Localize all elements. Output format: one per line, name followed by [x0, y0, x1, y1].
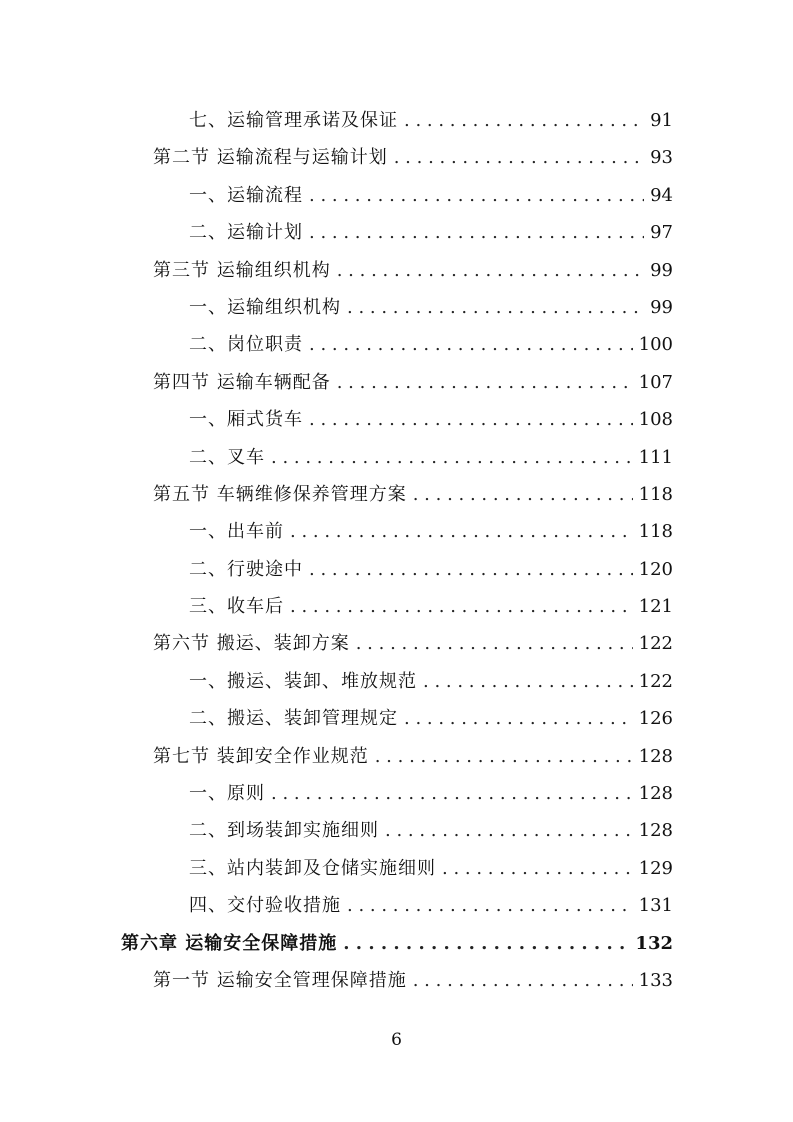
- toc-entry-page: 122: [638, 633, 673, 655]
- toc-entry-page: 120: [638, 558, 673, 580]
- toc-entry-title: 第六节 搬运、装卸方案: [153, 633, 350, 655]
- toc-entry[interactable]: [0, 214, 793, 251]
- toc-entry-page: 126: [638, 708, 673, 730]
- toc-entry-title: 第七节 装卸安全作业规范: [153, 745, 369, 767]
- toc-entry-title: 第二节 运输流程与运输计划: [153, 147, 388, 169]
- toc-entry[interactable]: [0, 326, 793, 363]
- toc-entry-title: 二、行驶途中: [189, 558, 303, 580]
- toc-entry[interactable]: [0, 962, 793, 999]
- dot-leader: [337, 252, 644, 289]
- dot-leader: [356, 625, 633, 662]
- toc-entry-page: 131: [638, 895, 673, 917]
- toc-entry[interactable]: [0, 139, 793, 176]
- toc-entry-page: 91: [650, 110, 673, 131]
- toc-entry-page: 118: [638, 483, 673, 505]
- toc-entry-title: 一、运输组织机构: [189, 296, 341, 318]
- toc-entry-page: 108: [638, 409, 673, 431]
- toc-entry-title: 一、运输流程: [189, 184, 303, 206]
- dot-leader: [347, 887, 633, 924]
- toc-entry-page: 100: [638, 334, 673, 356]
- toc-entry-title: 三、站内装卸及仓储实施细则: [189, 857, 436, 879]
- dot-leader: [413, 476, 633, 513]
- dot-leader: [271, 439, 633, 476]
- toc-entry-page: 111: [638, 446, 673, 468]
- toc-entry[interactable]: [0, 625, 793, 662]
- toc-entry[interactable]: [0, 588, 793, 625]
- toc-entry[interactable]: [0, 551, 793, 588]
- toc-entry[interactable]: [0, 700, 793, 737]
- toc-entry-title: 二、搬运、装卸管理规定: [189, 708, 398, 730]
- dot-leader: [309, 326, 633, 363]
- toc-entry-page: 99: [650, 259, 673, 281]
- page-number: 6: [391, 1030, 402, 1050]
- toc-entry[interactable]: [0, 102, 793, 139]
- dot-leader: [385, 812, 633, 849]
- dot-leader: [442, 850, 633, 887]
- toc-entry-chapter[interactable]: [0, 925, 793, 962]
- toc-entry[interactable]: [0, 289, 793, 326]
- toc-entry-title: 第六章 运输安全保障措施: [121, 932, 338, 954]
- toc-entry-title: 第一节 运输安全管理保障措施: [153, 969, 407, 991]
- toc-entry-title: 第四节 运输车辆配备: [153, 371, 331, 393]
- toc-entry-page: 129: [638, 857, 673, 879]
- toc-entry-page: 122: [638, 670, 673, 692]
- toc-entry-page: 99: [650, 296, 673, 318]
- toc-entry[interactable]: [0, 663, 793, 700]
- toc-entry-page: 94: [650, 184, 673, 206]
- table-of-contents: [0, 102, 793, 999]
- toc-entry[interactable]: [0, 177, 793, 214]
- dot-leader: [343, 925, 629, 962]
- toc-entry-title: 二、叉车: [189, 446, 265, 468]
- dot-leader: [309, 551, 633, 588]
- dot-leader: [404, 102, 644, 139]
- toc-entry-page: 107: [638, 371, 673, 393]
- toc-entry[interactable]: [0, 364, 793, 401]
- toc-entry-page: 118: [638, 521, 673, 543]
- toc-entry[interactable]: [0, 812, 793, 849]
- dot-leader: [337, 364, 633, 401]
- toc-entry-page: 128: [638, 745, 673, 767]
- toc-entry-page: 128: [638, 783, 673, 805]
- toc-entry-page: 132: [635, 932, 673, 954]
- dot-leader: [271, 775, 633, 812]
- toc-entry-title: 第五节 车辆维修保养管理方案: [153, 483, 407, 505]
- toc-entry-title: 一、搬运、装卸、堆放规范: [189, 670, 417, 692]
- toc-entry-page: 97: [650, 222, 673, 244]
- toc-entry[interactable]: [0, 401, 793, 438]
- toc-entry[interactable]: [0, 476, 793, 513]
- toc-entry-title: 二、到场装卸实施细则: [189, 820, 379, 842]
- toc-entry[interactable]: [0, 887, 793, 924]
- toc-entry-page: 93: [650, 147, 673, 169]
- dot-leader: [347, 289, 644, 326]
- toc-entry-title: 二、运输计划: [189, 222, 303, 244]
- toc-entry-title: 一、原则: [189, 783, 265, 805]
- toc-entry[interactable]: [0, 775, 793, 812]
- dot-leader: [309, 214, 644, 251]
- toc-entry[interactable]: [0, 513, 793, 550]
- toc-entry-title: 一、出车前: [189, 521, 284, 543]
- toc-entry[interactable]: [0, 252, 793, 289]
- toc-entry-title: 二、岗位职责: [189, 334, 303, 356]
- dot-leader: [375, 738, 633, 775]
- dot-leader: [309, 177, 644, 214]
- dot-leader: [413, 962, 633, 999]
- toc-entry[interactable]: [0, 850, 793, 887]
- toc-entry-page: 121: [638, 596, 673, 618]
- dot-leader: [404, 700, 633, 737]
- dot-leader: [423, 663, 633, 700]
- toc-entry-title: 四、交付验收措施: [189, 895, 341, 917]
- toc-entry-title: 一、厢式货车: [189, 409, 303, 431]
- dot-leader: [309, 401, 633, 438]
- dot-leader: [290, 588, 633, 625]
- toc-entry[interactable]: [0, 738, 793, 775]
- toc-entry-title: 三、收车后: [189, 596, 284, 618]
- dot-leader: [290, 513, 633, 550]
- toc-entry-page: 133: [638, 969, 673, 991]
- dot-leader: [394, 139, 644, 176]
- toc-entry-page: 128: [638, 820, 673, 842]
- toc-entry[interactable]: [0, 439, 793, 476]
- toc-entry-title: 七、运输管理承诺及保证: [189, 110, 398, 131]
- toc-entry-title: 第三节 运输组织机构: [153, 259, 331, 281]
